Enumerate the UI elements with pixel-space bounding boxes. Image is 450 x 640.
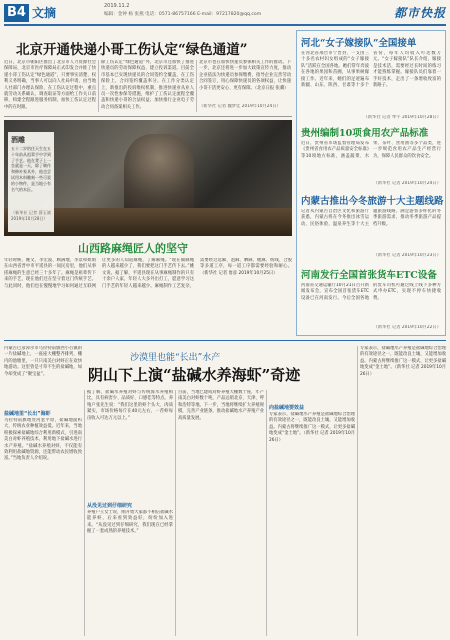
article1-headline: 北京开通快递小哥工伤认定“绿色通道” (16, 42, 248, 58)
page-badge: B4 (4, 4, 29, 22)
caption-text: 五十二岁的任天生在五十年前从祖辈手中学到了手艺。他在凳子上一坐就是一天，除了制作和修补家具外，他也尝试用木料雕刻一些可爱的小物件，是当地小有名气的木匠。 (11, 146, 51, 192)
article2-headline: 山西路麻绳匠人的坚守 (78, 242, 188, 255)
brief1-headline: 河北“女子嫁接队”全国接单 (301, 38, 417, 49)
article1-col3: 北京市也在加快快递员参保相关工作的推动。下一步，北京还将进一步加大政策宣传力度，推动企业依法为快递员参保缴费，指导企业完善劳动合同签订，用心保障快递员的各项权益，让快递小哥干活更安心、更有保障。（北京日报 张骥） (199, 60, 291, 91)
section-divider (4, 116, 292, 117)
article3-kicker: 沙漠里也能“长出”水产 (130, 353, 221, 363)
column-divider (175, 390, 176, 636)
brief4-body: 河南省交通运输厅10月21日召开新闻发布会，宣布全国首张货车ETC设备已在河南发行。今后全国各地的货车司机可通过线上线下多种方式申办ETC，实现不停车快捷收费。 (301, 283, 441, 301)
column-divider (196, 60, 197, 112)
article3-col3: 据了解，盐碱水养殖对虾与传统海水养殖相比，具有病害少、品质好、口感佳等特点。养殖户张先生说：“我们这里的虾个头大、肉质紧实，市场价格每斤在40元左右，一茬虾每亩收入可达万元以上。” (87, 390, 173, 421)
column-divider (98, 60, 99, 112)
news-brief-box (296, 30, 446, 336)
article3-subhead2: 从没见过到仔细研究 (87, 503, 133, 509)
article3-subhead1: 盐碱地里“长出”海虾 (4, 411, 51, 417)
editor-credits: 编辑：金钟 杨 张燕 电话：0571-86757166 E-mail：97217820@qq.com (104, 12, 262, 17)
article3-col5: 养殖户王女士说，刚开始大家都不相信盐碱水能养虾，后来看到效益好，纷纷加入进来。“从没见过到仔细研究，我们现在已经掌握了一套成熟的养殖技术。” (87, 510, 173, 535)
article2-body: 年轻时候，姚文、李宏波、顾满地、李景和姐姐在山西省晋中市平遥县的一间民房里，他们从事搓麻绳的生意已经三十多年了。麻绳是祖辈传下来的手艺，现在他们还在坚守着这门传统手艺。与此同时，他们也在慢慢地学习如何通过互联网让更多的人知道麻绳，了解麻绳。“现在做麻绳的人越来越少了，我们要把这门手艺传下去。”姚文说。据了解，平遥县现在从事麻绳制作的只有十余户人家，年轻人大多外出打工，愿意学习这门手艺的年轻人越来越少。麻绳制作工艺复杂，需要经过选麻、泡麻、晒麻、梳麻、纺线、合股等多道工序，每一道工序都需要经验和耐心。（新华社 记者 詹彦 2019年10月25日） (4, 258, 292, 289)
column-divider (357, 346, 358, 636)
article3-headline: 阴山下上演“盐碱水养海虾”奇迹 (88, 366, 301, 384)
article1-source: （新华社 记者 魏梦佳 2019年10月24日） (199, 104, 281, 109)
article1-col2: 除工伤认定“绿色通道”外，北京市还加快了推进快递员的劳动保障权益，建立投诉渠道。目前全市基本已实现快递员的合同签约全覆盖，在工伤保险上，合同签约覆盖率分。在工作分类认定上，新推出的投诉维权机制，推进快递业从业人员一次性参保等措施，维护了工伤认定流程全覆盖和快递小哥的合法权益；加快推行企业电子劳动合同备案相关工作。 (101, 60, 194, 110)
brief3-source: （新华社 记者 2019年10月23日） (373, 253, 441, 258)
brief1-body: 在河北省邢台市宁晋县，一支由三十多名农村妇女组成的“女子嫁接队”活跃在全国各地。她们常年奔波在各地的果园和苗圃，从事果树嫁接工作。近年来，她们的足迹遍布新疆、山东、陕西、甘肃等十多个省份，每年人均收入可达数万元。“女子嫁接队”队长介绍，嫁接是技术活，需要经过长时间的练习才能熟练掌握。嫁接队员们靠着一手好技术，走出了一条增收致富的新路子。 (301, 51, 441, 89)
brief2-headline: 贵州编制10项食用农产品标准 (301, 128, 429, 139)
lower-section-divider (4, 340, 446, 341)
brief4-headline: 河南发行全国首张货车ETC设备 (301, 270, 437, 281)
newspaper-logo: 都市快报 (393, 6, 446, 20)
article1-col1: 近日，北京市朝阳区推出了北京市人力资源社会保障局、北京市医疗保障局正式印发合并推了快递小哥工伤认定“绿色通道”，只要事实清楚、权利义务明确，当事人可以向人社局申请，由当地人社部门办理认保险、在工伤认定过程中，重点就劳动关系确认、调查取证等方面给工作关口前移，构建全程跟进服务机制，加快工伤认定过程中的在时跟。 (4, 60, 96, 110)
brief3-body: 记者从内蒙古自治区文化和旅游厅获悉，内蒙古将在今冬推出冰雪运动、民俗体验、温泉养生等十大主题旅游线路，满足游客多样化的冬季旅游需求，推动冬季旅游产品提档升级。 (301, 209, 441, 227)
column-divider (84, 390, 85, 636)
caption-source: （新华社 记者 薛玉斌 2019年10月28日） (11, 210, 51, 221)
section-title: 文摘 (32, 6, 57, 20)
masthead (4, 2, 446, 26)
brief2-body: 近日，贵州省市场监督管理局发布《贵州省食用农产品质量安全标准》等10项地方标准，涵盖蔬菜、水果、茶叶、食用菌等多个品类，进一步规范食用农产品生产经营行为，保障人民群众的饮食安全。 (301, 141, 441, 159)
article3-col2: 乌拉特前旗地处河套平原，盐碱地面积大，传统农业种植效益低。近年来，当地积极探索盐碱地综合利用新模式，引进南美白对虾养殖技术，利用地下盐碱水进行水产养殖。“盐碱水养殖对虾，不仅能有效利用盐碱地资源，还能带动农民增收致富。”当地负责人介绍说。 (4, 418, 82, 462)
issue-date: 2019.11.2 (104, 3, 130, 9)
column-divider (266, 390, 267, 636)
article3-subhead3: 向盐碱地要效益 (269, 405, 305, 411)
photo-caption-box (8, 132, 54, 232)
article3-col4: 目前，当地已建成对虾养殖大棚数十座，年产南美白对虾数十吨，产品远销北京、天津、呼和浩特等地。下一步，当地将继续扩大养殖规模，完善产业链条，推动盐碱地水产养殖产业高质量发展。 (178, 390, 264, 421)
article3-col6-continued: 专家表示，盐碱地水产养殖是盐碱地综合治理的有效途径之一，既能改良土壤，又能增加收益。内蒙古将继续推广这一模式，让更多盐碱地变成“金土地”。（新华社 记者 2019年10月26日） (360, 346, 446, 377)
article3-col1: 内蒙古巴彦淖尔市乌拉特前旗西小召镇的一片盐碱地上，一座座大棚整齐排列，棚内的池塘里，一只只南美白对虾正在欢快地游动。这里曾是寸草不生的盐碱地，如今却变成了“聚宝盆”。 (4, 346, 82, 377)
brief4-source: （新华社 记者 2019年10月22日） (373, 325, 441, 330)
craftsman-figure (124, 134, 194, 214)
brief3-headline: 内蒙古推出今冬旅游十大主题线路 (301, 196, 444, 207)
brief2-source: （新华社 记者 2019年10月24日） (373, 181, 441, 186)
caption-title: 酒雕 (11, 135, 25, 144)
article3-col6: 专家表示，盐碱地水产养殖是盐碱地综合治理的有效途径之一，既能改良土壤，又能增加收益。内蒙古将继续推广这一模式，让更多盐碱地变成“金土地”。（新华社 记者 2019年10月26日） (269, 412, 355, 443)
brief1-source: （新华社 记者 牟宇 2019年10月28日） (363, 115, 441, 120)
